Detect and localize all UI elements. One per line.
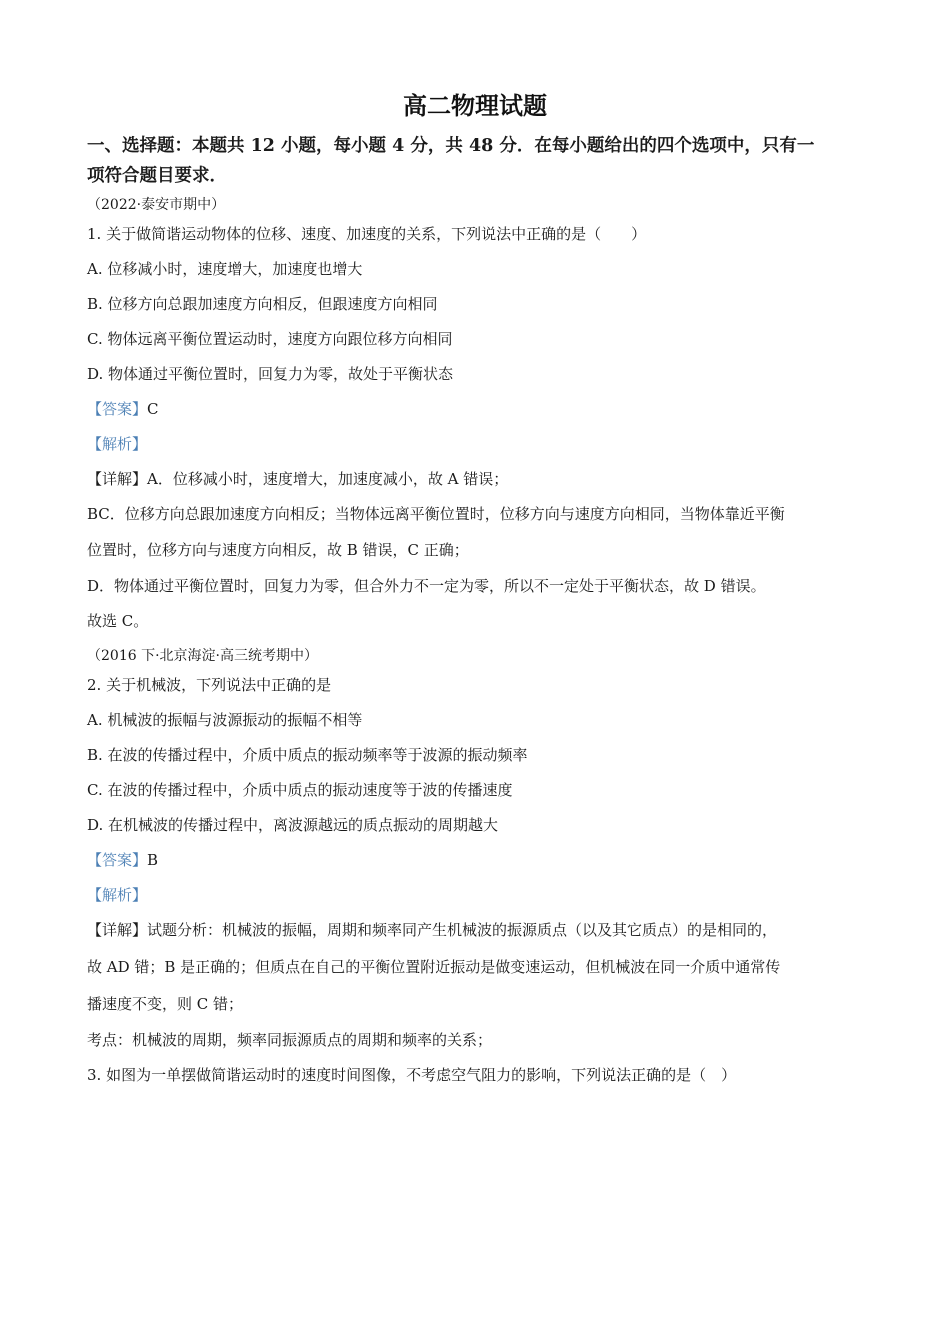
q1-stem: 1. 关于做简谐运动物体的位移、速度、加速度的关系，下列说法中正确的是（ ） — [87, 225, 647, 243]
q1-detail-line2: BC．位移方向总跟加速度方向相反；当物体远离平衡位置时，位移方向与速度方向相同，当物体靠近平衡 — [87, 505, 785, 523]
q2-detail-text: 试题分析：机械波的振幅，周期和频率同产生机械波的振源质点（以及其它质点）的是相同的， — [147, 921, 778, 939]
q1-detail-line4: D．物体通过平衡位置时，回复力为零，但合外力不一定为零，所以不一定处于平衡状态，故 D 错误。 — [87, 577, 766, 595]
q1-analysis-tag: 【解析】 — [87, 435, 148, 453]
q2-answer-value: B — [147, 851, 159, 869]
q3-stem: 3. 如图为一单摆做简谐运动时的速度时间图像，不考虑空气阻力的影响，下列说法正确的是（ ） — [87, 1066, 737, 1084]
q1-option-d: D. 物体通过平衡位置时，回复力为零，故处于平衡状态 — [87, 365, 454, 383]
q1-detail-line1 — [87, 469, 867, 489]
q1-option-b: B. 位移方向总跟加速度方向相反，但跟速度方向相同 — [87, 295, 438, 313]
q2-source: （2016 下·北京海淀·高三统考期中） — [87, 648, 318, 664]
q1-detail-text: A．位移减小时，速度增大，加速度减小，故 A 错误； — [147, 470, 509, 488]
q2-stem: 2. 关于机械波，下列说法中正确的是 — [87, 676, 332, 694]
q1-option-a: A. 位移减小时，速度增大，加速度也增大 — [87, 260, 363, 278]
q1-answer-value: C — [147, 400, 159, 418]
q1-source: （2022·泰安市期中） — [87, 197, 226, 213]
q1-detail-line3: 位置时，位移方向与速度方向相反，故 B 错误，C 正确； — [87, 541, 469, 559]
q2-detail-line2: 故 AD 错；B 是正确的；但质点在自己的平衡位置附近振动是做变速运动，但机械波在同一介质中通常传 — [87, 958, 781, 976]
q1-detail-tag: 【详解】 — [87, 470, 148, 488]
section-heading-line2: 项符合题目要求． — [87, 166, 227, 186]
page-title: 高二物理试题 — [403, 91, 547, 120]
q1-answer — [87, 399, 867, 419]
q2-answer — [87, 850, 867, 870]
q1-option-c: C. 物体远离平衡位置运动时，速度方向跟位移方向相同 — [87, 330, 453, 348]
q1-answer-tag: 【答案】 — [87, 400, 148, 418]
q2-analysis-tag: 【解析】 — [87, 886, 148, 904]
q2-option-a: A. 机械波的振幅与波源振动的振幅不相等 — [87, 711, 363, 729]
q2-detail-tag: 【详解】 — [87, 921, 148, 939]
q2-answer-tag: 【答案】 — [87, 851, 148, 869]
section-heading-line1: 一、选择题：本题共 12 小题，每小题 4 分，共 48 分．在每小题给出的四个选项中，只有一 — [87, 136, 815, 156]
q2-detail-line1 — [87, 920, 867, 940]
q2-detail-line3: 播速度不变，则 C 错； — [87, 995, 244, 1013]
q2-option-d: D. 在机械波的传播过程中，离波源越远的质点振动的周期越大 — [87, 816, 499, 834]
q1-detail-line5: 故选 C。 — [87, 612, 149, 630]
q2-option-b: B. 在波的传播过程中，介质中质点的振动频率等于波源的振动频率 — [87, 746, 528, 764]
q2-detail-line4: 考点：机械波的周期，频率同振源质点的周期和频率的关系； — [87, 1031, 493, 1049]
q2-option-c: C. 在波的传播过程中，介质中质点的振动速度等于波的传播速度 — [87, 781, 513, 799]
